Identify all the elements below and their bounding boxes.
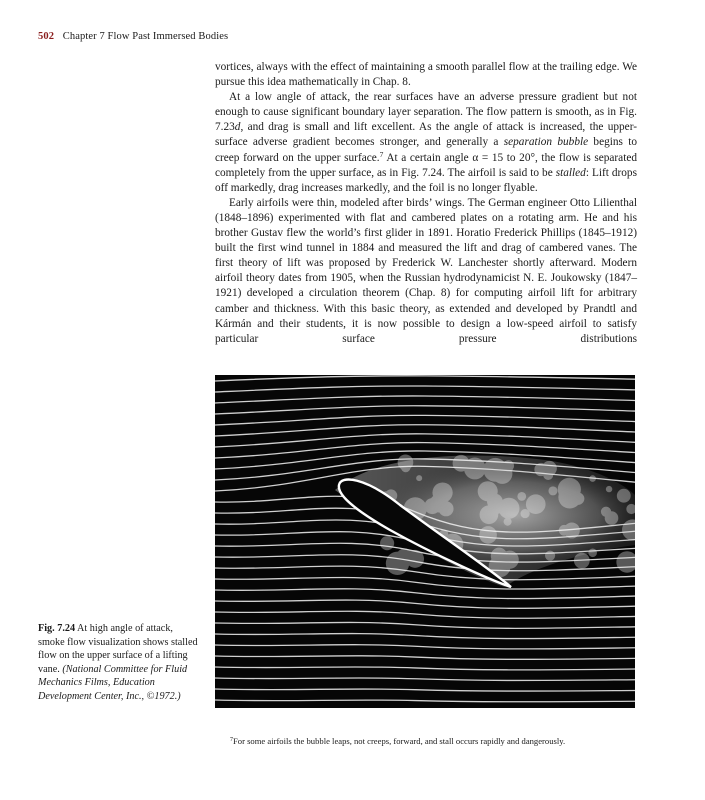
separation-bubble-term: separation bubble xyxy=(503,136,589,149)
caption-text: At high angle of attack, smoke flow visualization shows stalled flow on the upper surface of a lifting vane. xyxy=(38,623,198,675)
footnote-text: For some airfoils the bubble leaps, not creeps, forward, and stall occurs rapidly and dangerously. xyxy=(233,736,566,746)
smoke-puff xyxy=(526,494,546,514)
smoke-puff xyxy=(480,505,499,524)
footnote-mark: 7 xyxy=(230,737,233,743)
smoke-puff xyxy=(558,486,581,509)
figure-caption xyxy=(38,622,198,704)
p2-text-b: d xyxy=(234,121,241,134)
p2-text-a: At a low angle of attack, the rear surfaces have an adverse pressure gradient but not enough to cause significant boundary layer separation. The flow pattern is smooth, as in Fig. 7.23 xyxy=(215,91,637,134)
body-text xyxy=(215,60,637,347)
paragraph-3: Early airfoils were thin, modeled after birds’ wings. The German engineer Otto Lilienthal (1848–1896) experimented with flat and cambered plates on a rotating arm. He and his brother Gustav flew the world’s first glider in 1891. Horatio Frederick Phillips (1845–1912) built the first wind tunnel in 1884 and measured the lift and drag of cambered vanes. The first theory of lift was proposed by Frederick W. Lanchester shortly afterward. Modern airfoil theory dates from 1905, when the Russian hydrodynamicist N. E. Joukowsky (1847–1921) developed a circulation theorem (Chap. 8) for computing airfoil lift for arbitrary camber and thickness. With this basic theory, as extended and developed by Prandtl and Kármán and their students, it is now possible to design a low-speed airfoil to satisfy particular surface pressure distributions xyxy=(215,196,637,345)
p2-text-c: , and drag is small and lift excellent. As the angle of attack is increased, the upper-surface adverse gradient becomes stronger, and generally a xyxy=(215,121,637,149)
paragraph-2 xyxy=(215,90,637,196)
smoke-puff xyxy=(504,518,512,526)
smoke-puff xyxy=(588,548,597,557)
caption-credit: (National Committee for Fluid Mechanics Films, Education Development Center, Inc., ©1972.) xyxy=(38,663,188,702)
smoke-puff xyxy=(559,525,570,536)
smoke-puff xyxy=(416,475,422,481)
smoke-puff xyxy=(401,463,410,472)
footnote xyxy=(230,736,650,747)
smoke-puff xyxy=(432,482,452,502)
running-head xyxy=(38,31,228,42)
stalled-term: stalled xyxy=(555,166,586,179)
running-title: Chapter 7 Flow Past Immersed Bodies xyxy=(62,31,229,42)
p2-text-f: At a certain angle α = 15 to 20°, the flow is separated completely from the upper surface, as in Fig. 7.24. The airfoil is said to be xyxy=(215,151,637,179)
smoke-puff xyxy=(479,526,497,544)
smoke-puff xyxy=(534,463,547,476)
smoke-puff xyxy=(406,550,424,568)
smoke-puff xyxy=(380,536,394,550)
smoke-puff xyxy=(617,489,631,503)
page-number: 502 xyxy=(38,31,55,42)
paragraph-1: vortices, always with the effect of maintaining a smooth parallel flow at the trailing edge. We pursue this idea mathematically in Chap. 8. xyxy=(215,61,637,89)
smoke-puff xyxy=(545,551,555,561)
smoke-puff xyxy=(453,455,470,472)
smoke-puff xyxy=(606,486,612,492)
smoke-puff xyxy=(517,492,526,501)
smoke-puff xyxy=(605,511,619,525)
smoke-puff xyxy=(574,553,590,569)
streamline-visualization xyxy=(215,375,635,708)
figure-label: Fig. 7.24 xyxy=(38,623,76,634)
footnote-ref: 7 xyxy=(379,149,384,159)
smoke-puff xyxy=(501,461,513,473)
smoke-puff xyxy=(548,486,557,495)
smoke-puff xyxy=(589,475,596,482)
p2-text-e: begins to creep forward on the upper surface. xyxy=(215,136,637,164)
smoke-flow-photo xyxy=(215,375,635,708)
p2-text-h: : Lift drops off markedly, drag increases markedly, and the foil is no longer flyable. xyxy=(215,166,637,194)
